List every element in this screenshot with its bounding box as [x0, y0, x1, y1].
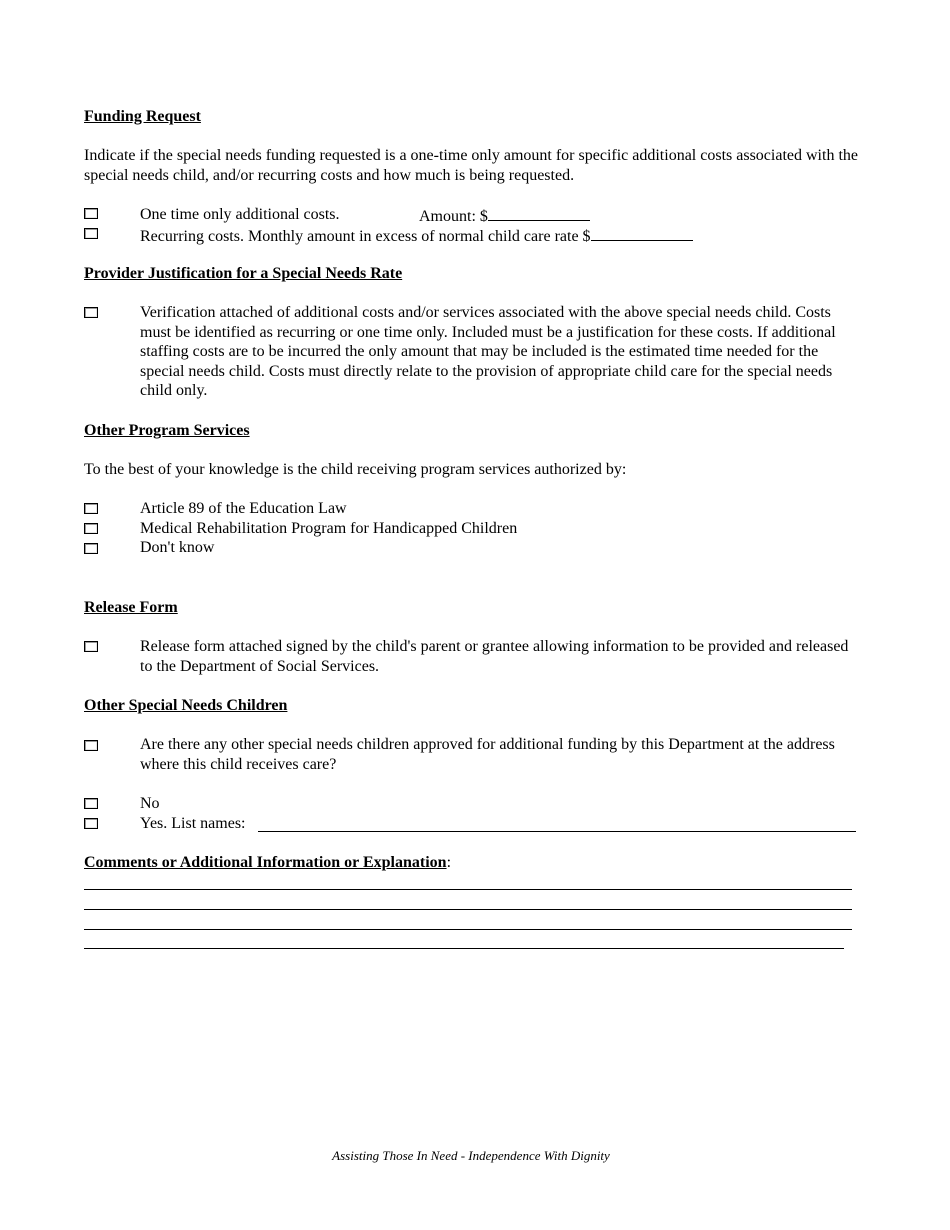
- amount-blank[interactable]: [488, 205, 590, 221]
- release-form-text: Release form attached signed by the child's parent or grantee allowing information to be provided and released to the Department of Social Services.: [140, 638, 849, 675]
- comments-heading-line: [84, 853, 451, 873]
- names-input-line[interactable]: [258, 831, 856, 832]
- other-children-checkbox[interactable]: [84, 740, 98, 751]
- other-children-question: Are there any other special needs children approved for additional funding by this Department at the address where this child receives care?: [140, 736, 835, 773]
- no-label: No: [140, 795, 160, 812]
- medical-rehab-checkbox[interactable]: [84, 523, 98, 534]
- verification-text: Verification attached of additional costs and/or services associated with the above special needs child. Costs must be identified as recurring or one time only. Included must be a justification for these costs. If additional staffing costs are to be incurred the only amount that may be included is the estimated time needed for the special needs child. Costs must directly relate to the provision of appropriate child care for the special needs child only.: [140, 304, 836, 400]
- recurring-costs-field: [140, 225, 693, 247]
- footer-tagline: Assisting Those In Need - Independence With Dignity: [332, 1148, 610, 1163]
- yes-label: Yes. List names:: [140, 815, 246, 832]
- recurring-costs-label: Recurring costs. Monthly amount in excess of normal child care rate $: [140, 228, 591, 245]
- comment-line-1[interactable]: [84, 889, 852, 890]
- amount-field: [419, 205, 590, 227]
- comment-line-4[interactable]: [84, 948, 844, 949]
- comment-line-3[interactable]: [84, 929, 852, 930]
- program-services-question: To the best of your knowledge is the child receiving program services authorized by:: [84, 461, 627, 478]
- one-time-costs-checkbox[interactable]: [84, 208, 98, 219]
- article-89-label: Article 89 of the Education Law: [140, 500, 347, 517]
- comments-heading: Comments or Additional Information or Explanation: [84, 854, 447, 871]
- other-program-services-heading: Other Program Services: [84, 422, 250, 439]
- recurring-costs-checkbox[interactable]: [84, 228, 98, 239]
- amount-label: Amount: $: [419, 208, 488, 225]
- other-special-needs-heading: Other Special Needs Children: [84, 697, 288, 714]
- dont-know-checkbox[interactable]: [84, 543, 98, 554]
- comments-colon: :: [446, 854, 452, 871]
- recurring-amount-blank[interactable]: [591, 225, 693, 241]
- release-form-heading: Release Form: [84, 599, 178, 616]
- verification-checkbox[interactable]: [84, 307, 98, 318]
- dont-know-label: Don't know: [140, 539, 215, 556]
- yes-checkbox[interactable]: [84, 818, 98, 829]
- funding-request-heading: Funding Request: [84, 108, 201, 125]
- medical-rehab-label: Medical Rehabilitation Program for Handicapped Children: [140, 520, 518, 537]
- one-time-costs-label: One time only additional costs.: [140, 206, 340, 223]
- provider-justification-heading: Provider Justification for a Special Needs Rate: [84, 265, 403, 282]
- funding-intro-text: Indicate if the special needs funding requested is a one-time only amount for specific additional costs associated with the special needs child, and/or recurring costs and how much is being requested.: [84, 147, 858, 184]
- comment-line-2[interactable]: [84, 909, 852, 910]
- release-form-checkbox[interactable]: [84, 641, 98, 652]
- no-checkbox[interactable]: [84, 798, 98, 809]
- article-89-checkbox[interactable]: [84, 503, 98, 514]
